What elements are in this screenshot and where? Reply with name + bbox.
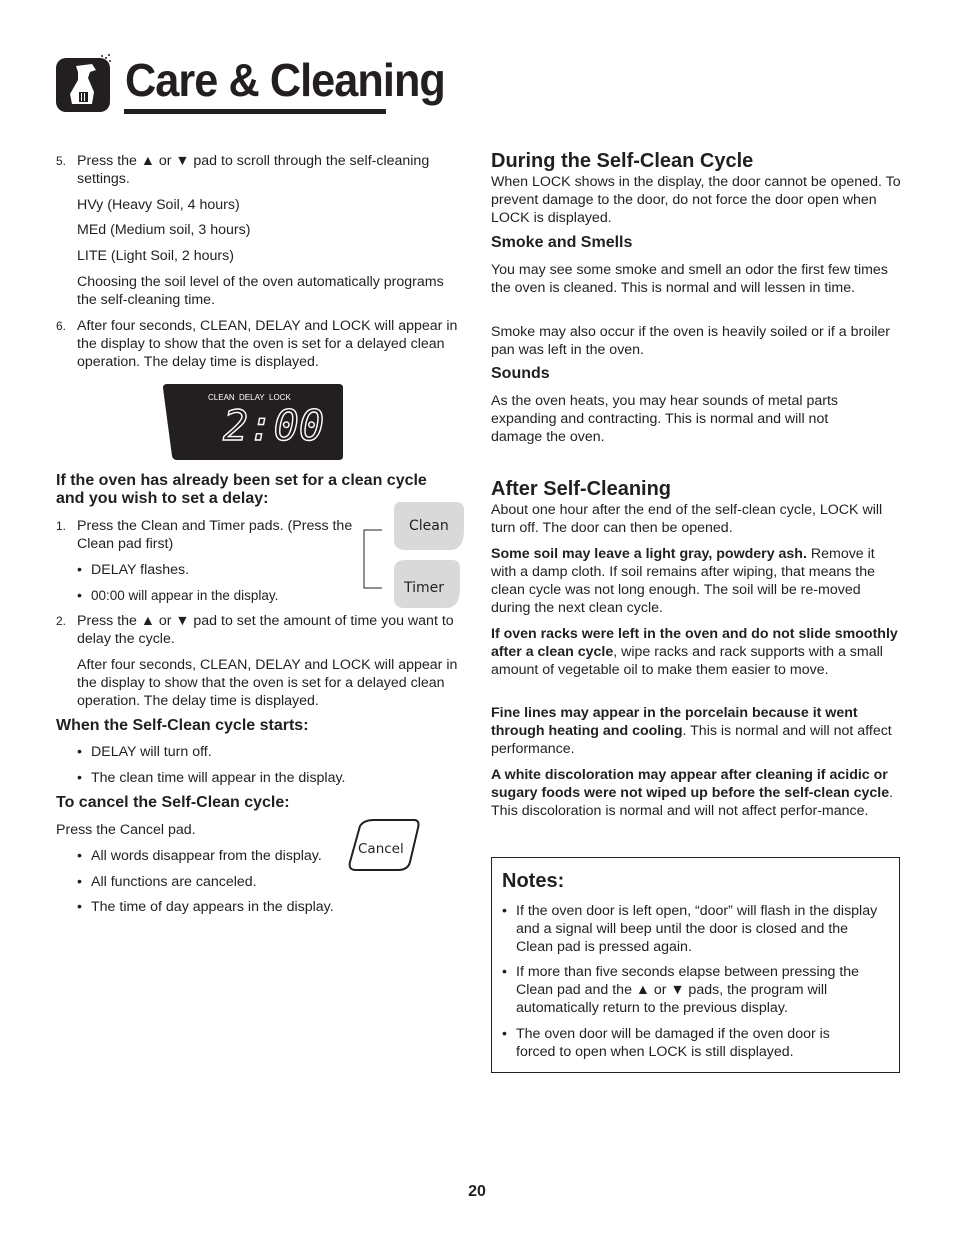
during-heading: During the Self-Clean Cycle <box>491 150 754 172</box>
setting-light: LITE (Light Soil, 2 hours) <box>77 248 234 264</box>
display-label-delay: DELAY <box>239 393 265 402</box>
step-5 <box>56 152 466 188</box>
after-para-2: If oven racks were left in the oven and do not slide smoothly after a clean cycle, wipe racks and rack supports with a small amount of vegetable oil to make them easier to move. <box>491 626 898 678</box>
display-label-clean: CLEAN <box>208 393 235 402</box>
clean-pad: Clean <box>409 518 449 534</box>
smoke-heading: Smoke and Smells <box>491 234 633 251</box>
sounds-heading: Sounds <box>491 365 550 382</box>
page-number: 20 <box>468 1183 486 1200</box>
delay-heading: If the oven has already been set for a clean cycle and you wish to set a delay: <box>56 472 427 507</box>
step-text: Press the ▲ or ▼ pad to scroll through the self-cleaning settings. <box>77 153 430 187</box>
sounds-text: As the oven heats, you may hear sounds of metal parts expanding and contracting. This is normal and will not damage the oven. <box>491 393 838 445</box>
step-text: Press the ▲ or ▼ pad to set the amount of time you want to delay the cycle. <box>77 613 454 647</box>
delay-step-2-note: After four seconds, CLEAN, DELAY and LOCK will appear in the display to show that the oven is set for a delayed clean operation. The delay time is displayed. <box>77 657 458 709</box>
bullet-item: • All words disappear from the display. <box>77 848 322 864</box>
during-text: When LOCK shows in the display, the door cannot be opened. To prevent damage to the door, do not force the door open when LOCK is displayed. <box>491 174 901 226</box>
bullet-item: • The clean time will appear in the display. <box>77 770 346 786</box>
display-label-lock: LOCK <box>269 393 291 402</box>
clean-timer-pads <box>360 500 466 612</box>
notes-box <box>491 857 900 1073</box>
step-number: 6. <box>56 319 67 333</box>
setting-heavy: HVy (Heavy Soil, 4 hours) <box>77 197 240 213</box>
smoke-text-1: You may see some smoke and smell an odor the first few times the oven is cleaned. This is normal and will lessen in time. <box>491 262 888 296</box>
notes-heading: Notes: <box>502 870 565 892</box>
bullet-item: • DELAY will turn off. <box>77 744 212 760</box>
starts-heading: When the Self-Clean cycle starts: <box>56 717 309 734</box>
note-item: • If more than five seconds elapse between pressing the Clean pad and the ▲ or ▼ pads, the program will automatically return to the previous display. <box>502 964 860 1016</box>
cancel-heading: To cancel the Self-Clean cycle: <box>56 794 290 811</box>
after-para-3: Fine lines may appear in the porcelain because it went through heating and cooling. This is normal and will not affect performance. <box>491 705 892 757</box>
emphasis: Fine lines may appear in the porcelain because it went through heating and cooling <box>491 705 858 739</box>
oven-display <box>163 384 343 460</box>
page-title: Care & Cleaning <box>125 54 445 106</box>
after-text: About one hour after the end of the self-clean cycle, LOCK will turn off. The door can then be opened. <box>491 502 883 536</box>
step-number: 1. <box>56 519 67 533</box>
bullet-item: • DELAY flashes. <box>77 562 190 578</box>
delay-step-1 <box>56 517 356 553</box>
after-para-1: Some soil may leave a light gray, powdery ash. Remove it with a damp cloth. If soil remains after wiping, that means the clean cycle was not long enough. The soil will be re-moved during the next clean cycle. <box>491 546 876 616</box>
step-number: 5. <box>56 154 67 168</box>
delay-step-2 <box>56 612 466 648</box>
emphasis: Some soil may leave a light gray, powdery ash. <box>491 546 807 562</box>
step-text: Press the Clean and Timer pads. (Press the Clean pad first) <box>77 518 353 552</box>
bullet-item: • The time of day appears in the display. <box>77 899 334 915</box>
smoke-text-2: Smoke may also occur if the oven is heavily soiled or if a broiler pan was left in the oven. <box>491 324 891 358</box>
cancel-text: Press the Cancel pad. <box>56 822 196 838</box>
bullet-item: • 00:00 will appear in the display. <box>77 588 279 604</box>
cancel-pad <box>346 818 422 874</box>
step-number: 2. <box>56 614 67 628</box>
emphasis: If oven racks were left in the oven and do not slide smoothly after a clean cycle <box>491 626 898 660</box>
after-heading: After Self-Cleaning <box>491 478 672 500</box>
note-item: • The oven door will be damaged if the oven door is forced to open when LOCK is still displayed. <box>502 1026 830 1060</box>
step-6 <box>56 317 466 371</box>
display-time: 2:00 <box>223 401 325 450</box>
setting-medium: MEd (Medium soil, 3 hours) <box>77 222 251 238</box>
step-text: After four seconds, CLEAN, DELAY and LOCK will appear in the display to show that the oven is set for a delayed clean operation. The delay time is displayed. <box>77 318 458 370</box>
after-para-4: A white discoloration may appear after cleaning if acidic or sugary foods were not wiped up before the self-clean cycle. This discoloration is normal and will not affect perfor-mance. <box>491 767 894 819</box>
title-underline <box>124 109 386 114</box>
bullet-item: • All functions are canceled. <box>77 874 257 890</box>
cancel-pad-label: Cancel <box>358 841 404 857</box>
emphasis: A white discoloration may appear after cleaning if acidic or sugary foods were not wiped up before the self-clean cycle <box>491 767 890 801</box>
timer-pad: Timer <box>404 580 445 596</box>
spray-bottle-icon <box>54 52 114 114</box>
soil-level-note: Choosing the soil level of the oven automatically programs the self-cleaning time. <box>77 274 444 308</box>
note-item: • If the oven door is left open, “door” will flash in the display and a signal will beep until the door is closed and the Clean pad is pressed again. <box>502 903 878 955</box>
